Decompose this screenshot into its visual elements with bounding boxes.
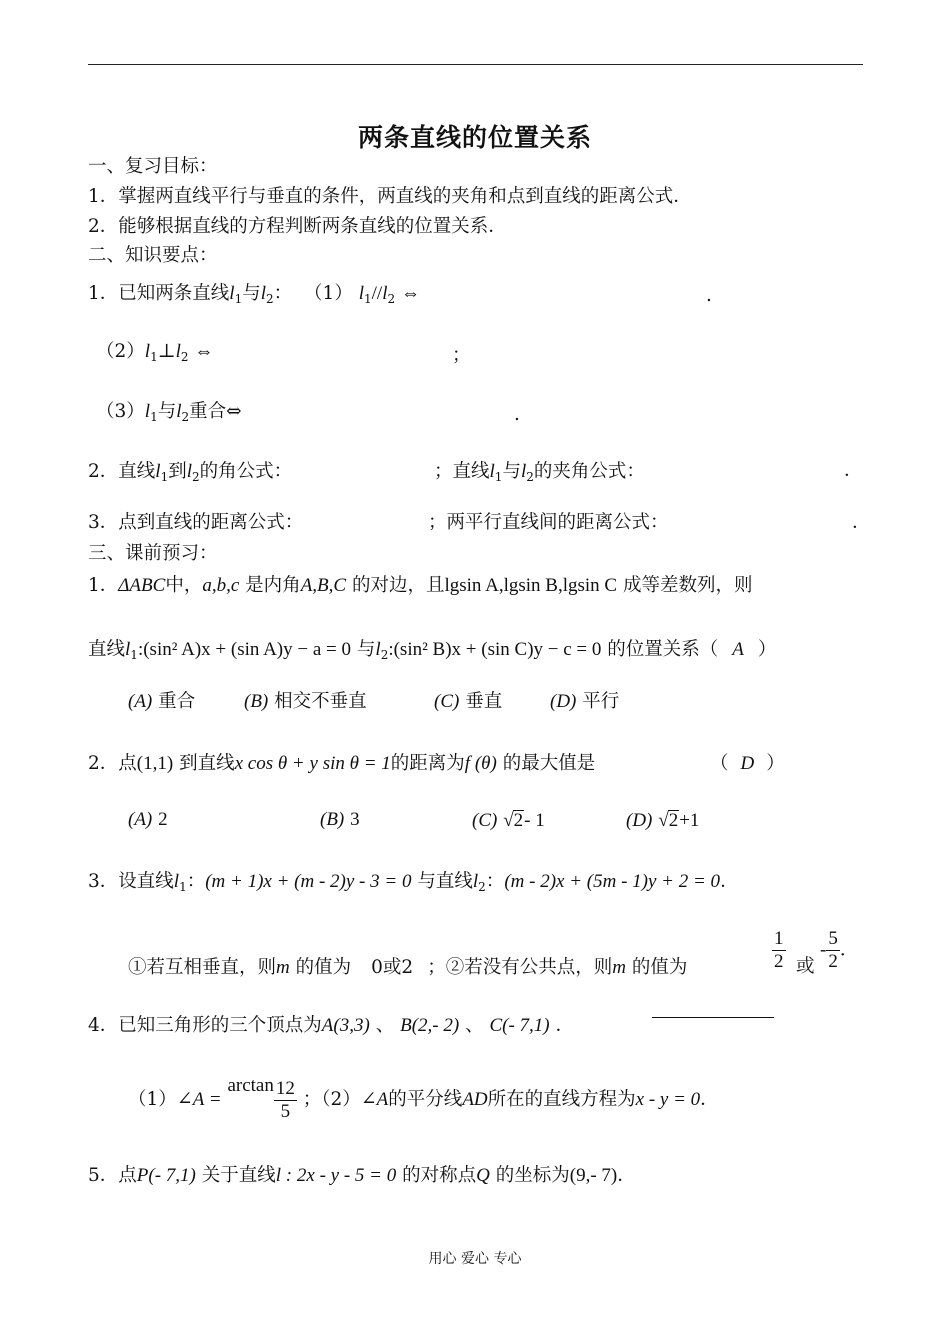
page-footer: 用心 爱心 专心 — [428, 1251, 522, 1267]
point-3-line: 3．点到直线的距离公式： — [88, 512, 304, 533]
section-objectives: 一、复习目标： — [88, 156, 218, 177]
answer-blank-line — [652, 1017, 774, 1018]
problem-2-answer: （ D ） — [710, 753, 785, 774]
problem-3-answer-1: 0或2 — [371, 957, 414, 978]
problem-2-option-b: (B) 3 — [320, 809, 360, 830]
point-1-2-end: ； — [452, 345, 471, 366]
point-2-line: 2．直线$l_1$到$l_2$的角公式： — [88, 461, 293, 484]
problem-5-line: 5．点P(- 7,1) 关于直线l : 2x - y - 5 = 0 的对称点Q 的坐标为(9,- 7)． — [88, 1165, 636, 1186]
section-preview: 三、课前预习： — [88, 543, 218, 564]
problem-1-option-d: (D) 平行 — [550, 691, 620, 712]
point-3-line-b: ；两平行直线间的距离公式： — [428, 512, 669, 533]
problem-1-answer: A — [732, 639, 744, 660]
point-1-line: 1．已知两条直线$l_1$与$l_2$： （1） $l_1//l_2$ ⇔ — [88, 283, 421, 306]
problem-2-option-a: (A) 2 — [128, 809, 168, 830]
problem-3-line-1: 3．设直线$l_1$：(m + 1)x + (m - 2)y - 3 = 0 与直线$l_2$：(m - 2)x + (5m - 1)y + 2 = 0． — [88, 871, 739, 894]
problem-1-option-b: (B) 相交不垂直 — [244, 691, 367, 712]
point-1-3-line: $(3)l_1$与$l_2$重合⇔ — [96, 401, 242, 424]
problem-2-option-d: (D) √2+1 — [626, 810, 700, 831]
problem-2-line: 2．点(1,1) 到直线x cos θ + y sin θ = 1的距离为f (θ) 的最大值是 — [88, 753, 596, 774]
objective-2: 2．能够根据直线的方程判断两条直线的位置关系． — [88, 216, 507, 237]
point-1-3-end: . — [514, 404, 520, 425]
problem-3-line-2: ①若互相垂直，则m 的值为 0或2 ；②若没有公共点，则m 的值为 — [128, 957, 688, 978]
point-2-end: ． — [844, 460, 863, 481]
objective-1: 1．掌握两直线平行与垂直的条件，两直线的夹角和点到直线的距离公式． — [88, 186, 692, 207]
point-1-2-line: $(2)l_1\perp l_2$ ⇔ — [96, 341, 214, 364]
problem-1-option-c: (C) 垂直 — [434, 691, 503, 712]
problem-1-line-1: 1．ΔABC中，a,b,c 是内角A,B,C 的对边，且lgsin A,lgsin B,lgsin C 成等差数列，则 — [88, 575, 753, 596]
problem-3-fraction-neg: - $\frac{5}{2}$ ． — [820, 928, 859, 972]
page-title: 两条直线的位置关系 — [357, 123, 592, 152]
problem-2-option-c: (C) √2- 1 — [472, 810, 545, 831]
point-3-end: ． — [852, 512, 871, 533]
point-1-1-end: . — [706, 285, 712, 306]
problem-3-or: 或 — [796, 956, 815, 977]
problem-1-line-2: 直线$l_1:(\sin^2$ A)x + (sin A)y − a = 0 与$l_2:(\sin^2$ B)x + (sin C)y − c = 0 的位置关系（ A ） — [88, 639, 777, 662]
section-knowledge: 二、知识要点： — [88, 245, 218, 266]
problem-4-line-2: （1）∠A = arctan $\frac{12}{5}$ ；（2）∠A的平分线AD所在的直线方程为x - y = 0． — [128, 1075, 719, 1122]
point-2-line-b: ；直线$l_1$与$l_2$的夹角公式： — [434, 461, 645, 484]
header-rule — [88, 64, 863, 65]
problem-3-fraction-half: $\frac{1}{2}$ — [774, 928, 784, 972]
problem-1-option-a: (A) 重合 — [128, 691, 196, 712]
problem-4-line-1: 4．已知三角形的三个顶点为A(3,3) 、 B(2,- 2) 、 C(- 7,1) ． — [88, 1015, 575, 1036]
